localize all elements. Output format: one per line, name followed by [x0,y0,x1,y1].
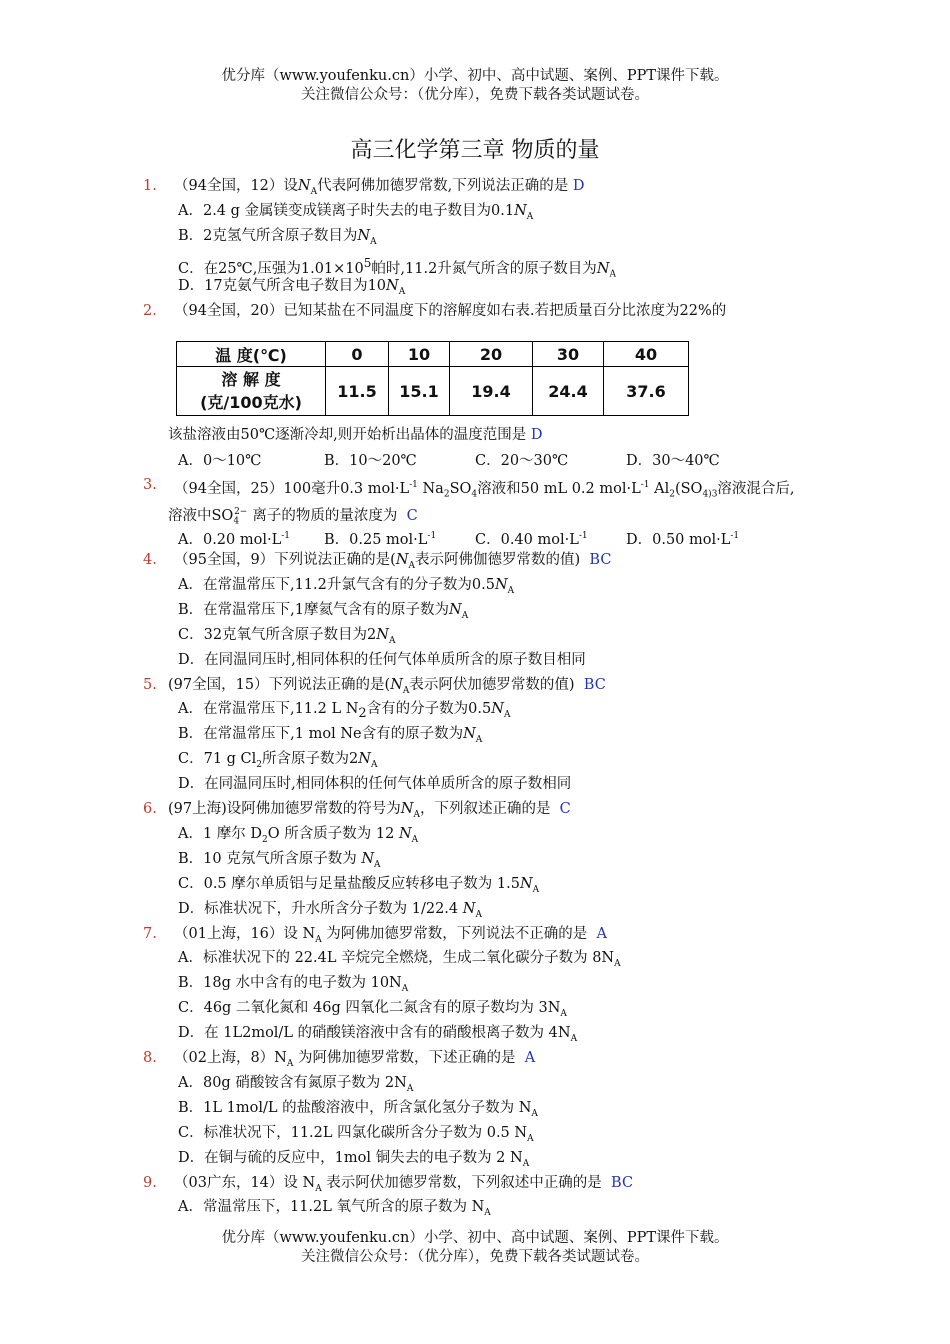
header-line-1: 优分库（www.youfenku.cn）小学、初中、高中试题、案例、PPT课件下载。 [221,68,729,84]
option-b: B．在常温常压下,1 mol Ne含有的原子数为$N_A$ [178,726,483,745]
question-8-stem: （02上海，$8)N_A$ 为阿佛加德罗常数，下述正确的是 A [174,1050,536,1069]
table-cell: 11.5 [326,367,389,416]
option-d: D．在同温同压时,相同体积的任何气体单质所含的原子数相同 [178,776,572,792]
answer: D [572,178,585,194]
question-3-stem: （94全国，25）100毫升0.3 $mol\cdot L^{-1}$ $Na_2SO_4$溶液和50 mL 0.2 $mol\cdot L^{-1}$ $Al_2(SO_{4)3}$溶液混合后, [174,480,795,500]
option-d: D．在 1L2mol/L 的硝酸镁溶液中含有的硝酸根离子数为 $4N_A$ [178,1025,578,1044]
option-c: C．0.40 $mol\cdot L^{-1}$ [475,531,588,548]
question-9-stem: （03广东，14）设 $N_A$ 表示阿伏加德罗常数，下列叙述中正确的是 BC [174,1175,634,1194]
question-6-stem: (97上海)设阿佛加德罗常数的符号为$N_A$，下列叙述正确的是 C [168,801,571,820]
option-d: D．在铜与硫的反应中，1mol 铜失去的电子数为 2 $N_A$ [178,1150,530,1169]
table-header-temp: 温 度(℃) [177,342,326,367]
option-a: A．在常温常压下,11.2升氯气含有的分子数为$0.5N_A$ [178,577,515,596]
footer-line-1: 优分库（www.youfenku.cn）小学、初中、高中试题、案例、PPT课件下载。 [221,1230,729,1246]
question-number: 1. [143,178,157,194]
question-5-stem: (97全国，15）下列说法正确的是($N_A$表示阿伏加德罗常数的值) BC [168,677,606,696]
question-7-stem: （01上海，16）设 $N_A$ 为阿佛加德罗常数，下列说法不正确的是 A [174,926,608,945]
question-number: 2. [143,303,157,319]
option-b: B．在常温常压下,1摩氦气含有的原子数为$N_A$ [178,602,469,621]
option-d: D．17克氨气所含电子数目为$10N_A$ [178,278,406,297]
table-cell: 10 [389,342,450,367]
question-2-continuation: 该盐溶液由50℃逐渐冷却,则开始析出晶体的温度范围是 D [168,427,543,443]
answer: BC [611,1175,634,1191]
option-d: D．0.50 $mol\cdot L^{-1}$ [626,531,740,548]
option-c: C．20～30℃ [475,453,569,469]
table-cell: 40 [604,342,689,367]
table-cell: 24.4 [533,367,604,416]
option-c: C．标准状况下，11.2L 四氯化碳所含分子数为 0.5 $N_A$ [178,1125,534,1144]
option-c: C．在25℃,压强为$1.01\times 10^5$帕时,11.2升氮气所含的原子数目为$N_A$ [178,256,616,280]
table-cell: 37.6 [604,367,689,416]
answer: C [406,507,418,524]
option-b: B．2克氢气所含原子数目为$N_A$ [178,228,377,247]
option-a: A．在常温常压下,11.2 L $N_2$含有的分子数为$0.5N_A$ [178,701,511,721]
solubility-table [176,341,689,416]
question-4-stem: （95全国，9）下列说法正确的是($N_A$表示阿佛伽德罗常数的值) BC [174,552,612,571]
header-line-2: 关注微信公众号：（优分库），免费下载各类试题试卷。 [301,87,649,103]
option-a: A．0.20 $mol\cdot L^{-1}$ [178,531,291,548]
answer: C [559,801,571,817]
option-a: A．标准状况下的 22.4L 辛烷完全燃烧，生成二氧化碳分子数为 $8N_A$ [178,950,621,969]
option-b: B．0.25 $mol\cdot L^{-1}$ [324,531,437,548]
option-b: B．1L 1mol/L 的盐酸溶液中，所含氯化氢分子数为 $N_A$ [178,1100,538,1119]
option-c: C．0.5 摩尔单质铝与足量盐酸反应转移电子数为 $1.5N_A$ [178,876,540,895]
option-a: A．0～10℃ [178,453,262,469]
answer: BC [583,677,606,693]
option-c: C．71 g $Cl_2$所含原子数为$2N_A$ [178,751,378,770]
question-2-stem: （94全国，20）已知某盐在不同温度下的溶解度如右表.若把质量百分比浓度为22%的 [174,303,727,319]
table-header-solubility: 溶 解 度 (克/100克水) [177,367,326,416]
question-1-stem: （94全国，12）设$N_A$代表阿佛加德罗常数,下列说法正确的是 D [174,178,585,197]
option-a: A．1 摩尔 $D_2O$ 所含质子数为 12 $N_A$ [178,826,419,845]
option-b: B．18g 水中含有的电子数为 $10N_A$ [178,975,409,994]
question-number: 4. [143,552,157,568]
question-number: 5. [143,677,157,693]
footer-line-2: 关注微信公众号：（优分库），免费下载各类试题试卷。 [301,1249,649,1265]
answer: A [596,926,608,942]
answer: A [524,1050,536,1066]
table-cell: 20 [450,342,533,367]
answer: D [530,427,543,443]
option-d: D．在同温同压时,相同体积的任何气体单质所含的原子数目相同 [178,652,586,668]
option-d: D．标准状况下，升水所含分子数为 1/22.4 $N_A$ [178,901,482,920]
option-b: B．10 克氖气所含原子数为 $N_A$ [178,851,381,870]
question-number: 6. [143,801,157,817]
table-cell: 19.4 [450,367,533,416]
question-number: 7. [143,926,157,942]
table-cell: 0 [326,342,389,367]
question-number: 8. [143,1050,157,1066]
option-a: A．2.4 g 金属镁变成镁离子时失去的电子数目为$0.1N_A$ [178,203,534,222]
option-d: D．30～40℃ [626,453,720,469]
option-c: C．32克氧气所含原子数目为$2N_A$ [178,627,396,646]
question-3-continuation: 溶液中$SO_4^{2-}$ 离子的物质的量浓度为 C [168,507,418,527]
question-number: 9. [143,1175,157,1191]
option-a: A．常温常压下，11.2L 氧气所含的原子数为 $N_A$ [178,1199,491,1218]
option-a: A．80g 硝酸铵含有氮原子数为 $2N_A$ [178,1075,414,1094]
option-b: B．10～20℃ [324,453,417,469]
table-cell: 15.1 [389,367,450,416]
option-c: C．46g 二氧化氮和 46g 四氧化二氮含有的原子数均为 $3N_A$ [178,1000,567,1019]
answer: BC [589,552,612,568]
page-title: 高三化学第三章 物质的量 [350,138,600,163]
table-cell: 30 [533,342,604,367]
question-number: 3. [143,477,157,493]
